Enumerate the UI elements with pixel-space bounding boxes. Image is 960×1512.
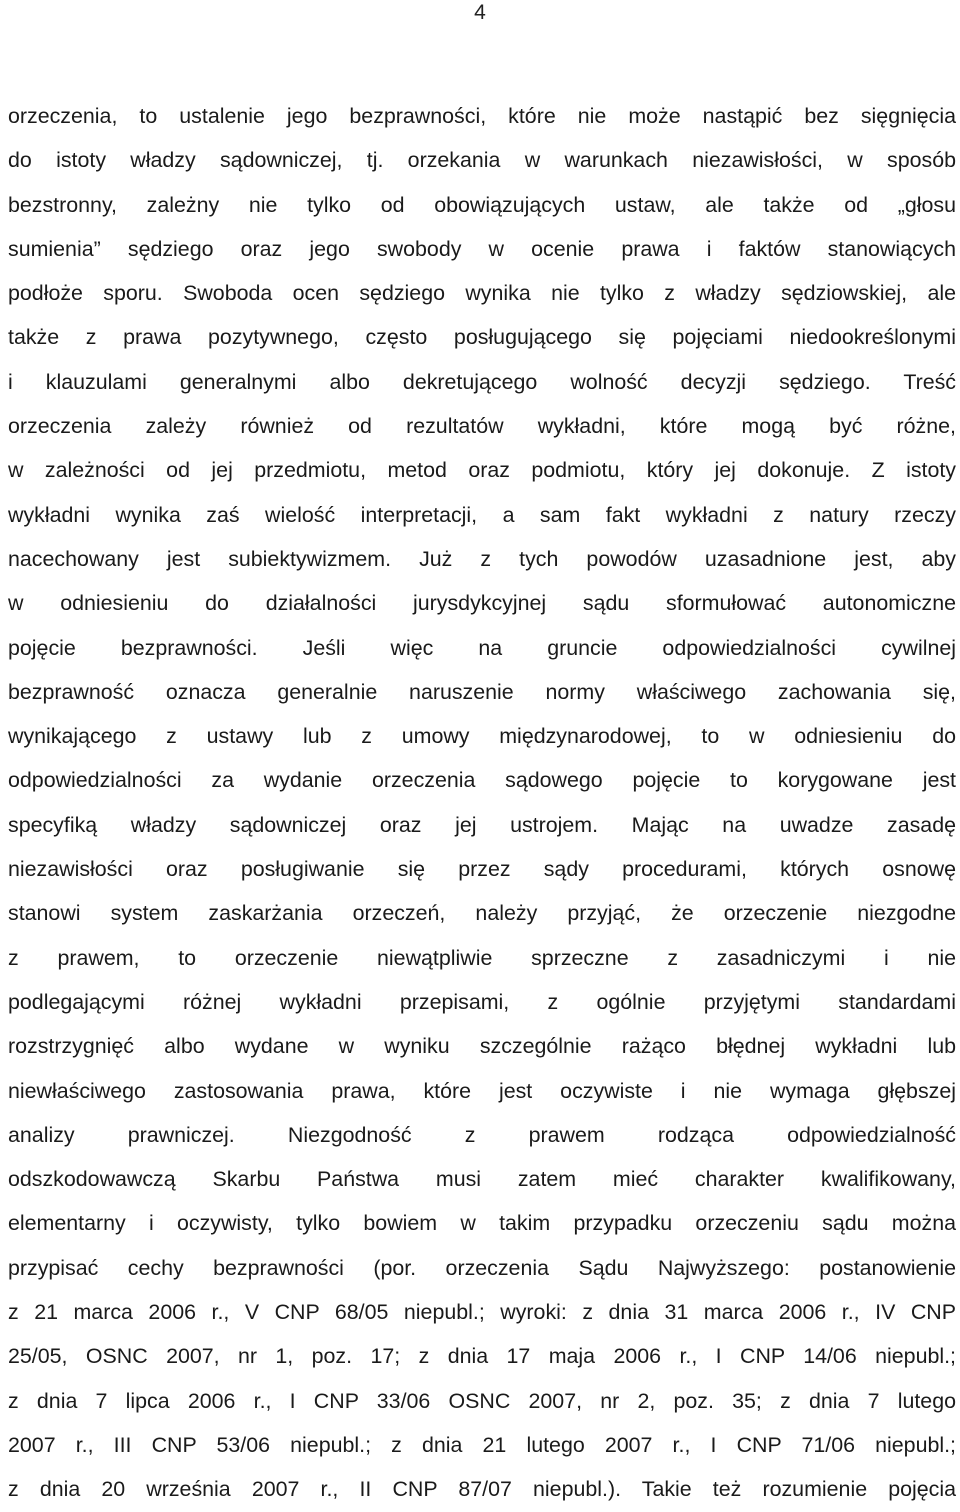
text-line: z dnia 7 lipca 2006 r., I CNP 33/06 OSNC 2007, nr 2, poz. 35; z dnia 7 lutego bbox=[8, 1388, 956, 1413]
text-line: bezprawność oznacza generalnie naruszenie normy właściwego zachowania się, bbox=[8, 679, 956, 704]
text-line: w odniesieniu do działalności jurysdykcyjnej sądu sformułować autonomiczne bbox=[8, 591, 956, 616]
text-line: podlegającymi różnej wykładni przepisami, z ogólnie przyjętymi standardami bbox=[8, 989, 956, 1014]
text-line: do istoty władzy sądowniczej, tj. orzekania w warunkach niezawisłości, w sposób bbox=[8, 148, 956, 173]
text-line: podłoże sporu. Swoboda ocen sędziego wynika nie tylko z władzy sędziowskiej, ale bbox=[8, 281, 956, 306]
text-line: elementarny i oczywisty, tylko bowiem w takim przypadku orzeczeniu sądu można bbox=[8, 1211, 956, 1236]
text-line: niewłaściwego zastosowania prawa, które jest oczywiste i nie wymaga głębszej bbox=[8, 1078, 956, 1103]
text-line: sumienia” sędziego oraz jego swobody w ocenie prawa i faktów stanowiących bbox=[8, 236, 956, 261]
text-line: wykładni wynika zaś wielość interpretacji, a sam fakt wykładni z natury rzeczy bbox=[8, 502, 956, 527]
text-line: z dnia 20 września 2007 r., II CNP 87/07 niepubl.). Takie też rozumienie pojęcia bbox=[8, 1477, 956, 1502]
text-line: specyfiką władzy sądowniczej oraz jej ustrojem. Mając na uwadze zasadę bbox=[8, 812, 956, 837]
text-line: orzeczenia, to ustalenie jego bezprawności, które nie może nastąpić bez sięgnięcia bbox=[8, 104, 956, 128]
text-line: niezawisłości oraz posługiwanie się przez sądy procedurami, których osnowę bbox=[8, 857, 956, 882]
text-line: orzeczenia zależy również od rezultatów wykładni, które mogą być różne, bbox=[8, 414, 956, 439]
text-line: 25/05, OSNC 2007, nr 1, poz. 17; z dnia 17 maja 2006 r., I CNP 14/06 niepubl.; bbox=[8, 1344, 956, 1369]
text-line: 2007 r., III CNP 53/06 niepubl.; z dnia 21 lutego 2007 r., I CNP 71/06 niepubl.; bbox=[8, 1432, 956, 1457]
text-line: odpowiedzialności za wydanie orzeczenia sądowego pojęcie to korygowane jest bbox=[8, 768, 956, 793]
text-line: analizy prawniczej. Niezgodność z prawem rodząca odpowiedzialność bbox=[8, 1122, 956, 1147]
text-line: nacechowany jest subiektywizmem. Już z tych powodów uzasadnione jest, aby bbox=[8, 546, 956, 571]
body-paragraph bbox=[8, 94, 956, 1512]
text-line: i klauzulami generalnymi albo dekretującego wolność decyzji sędziego. Treść bbox=[8, 369, 956, 394]
text-line: pojęcie bezprawności. Jeśli więc na gruncie odpowiedzialności cywilnej bbox=[8, 635, 956, 660]
text-line: także z prawa pozytywnego, często posługującego się pojęciami niedookreślonymi bbox=[8, 325, 956, 350]
page-number: 4 bbox=[474, 1, 486, 24]
text-line: wynikającego z ustawy lub z umowy międzynarodowej, to w odniesieniu do bbox=[8, 724, 956, 749]
text-line: z prawem, to orzeczenie niewątpliwie sprzeczne z zasadniczymi i nie bbox=[8, 945, 956, 970]
text-line: rozstrzygnięć albo wydane w wyniku szczególnie rażąco błędnej wykładni lub bbox=[8, 1034, 956, 1059]
text-line: z 21 marca 2006 r., V CNP 68/05 niepubl.; wyroki: z dnia 31 marca 2006 r., IV CNP bbox=[8, 1300, 956, 1325]
text-line: odszkodowawczą Skarbu Państwa musi zatem mieć charakter kwalifikowany, bbox=[8, 1167, 956, 1192]
text-line: w zależności od jej przedmiotu, metod oraz podmiotu, który jej dokonuje. Z istoty bbox=[8, 458, 956, 483]
text-line: przypisać cechy bezprawności (por. orzeczenia Sądu Najwyższego: postanowienie bbox=[8, 1255, 956, 1280]
text-line: stanowi system zaskarżania orzeczeń, należy przyjąć, że orzeczenie niezgodne bbox=[8, 901, 956, 926]
text-line: bezstronny, zależny nie tylko od obowiązujących ustaw, ale także od „głosu bbox=[8, 192, 956, 217]
